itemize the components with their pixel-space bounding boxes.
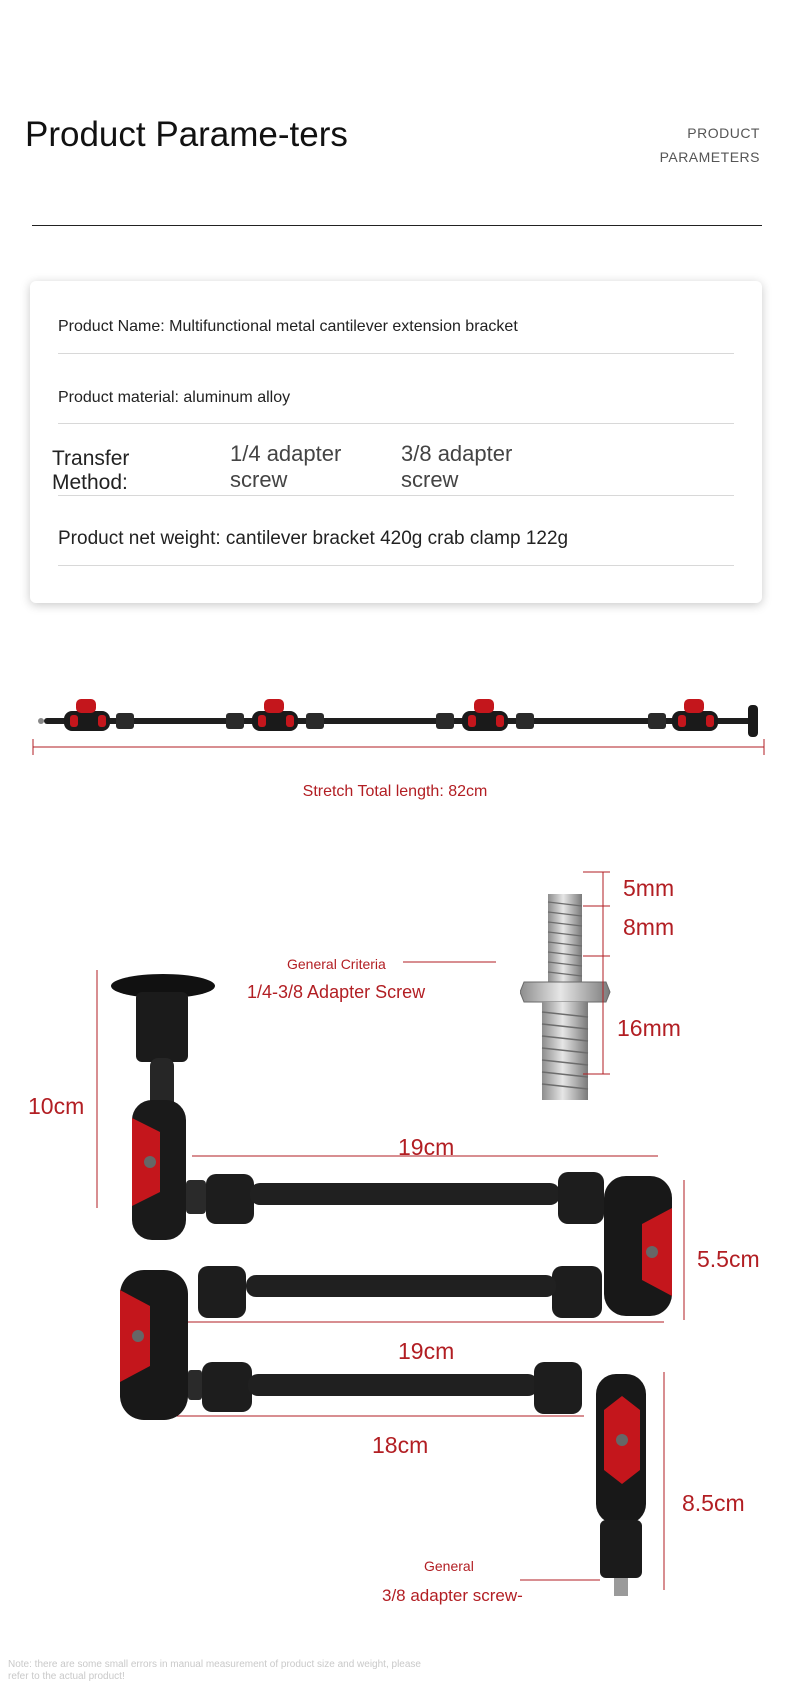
joint-3 xyxy=(436,699,534,731)
folded-arm-illustration xyxy=(0,950,790,1610)
transfer-option-three-eighths: 3/8 adapter screw xyxy=(401,441,513,492)
arm-rod xyxy=(44,718,754,724)
rod-1 xyxy=(250,1183,560,1205)
arm-height-label: 10cm xyxy=(28,1093,85,1119)
joint-1 xyxy=(64,699,134,731)
spec-row-weight xyxy=(58,495,734,566)
screw-criteria-label: General Criteria xyxy=(287,956,386,972)
screw-dim-5mm: 5mm xyxy=(623,875,675,901)
red-knob-icon xyxy=(684,699,704,713)
rod-2 xyxy=(246,1275,556,1297)
transfer-option-quarter: 1/4 adapter screw xyxy=(230,441,342,492)
screw-dim-16mm: 16mm xyxy=(617,1015,681,1041)
measurement-note: Note: there are some small errors in manual measurement of product size and weight, please refer to the actual product! xyxy=(8,1659,421,1682)
product-name: Product Name: Multifunctional metal cantilever extension bracket xyxy=(58,318,518,335)
arm-screw-label: 3/8 adapter screw- xyxy=(382,1586,523,1605)
product-material: Product material: aluminum alloy xyxy=(58,389,291,406)
mount-plate-icon xyxy=(748,705,758,737)
net-weight: Product net weight: cantilever bracket 420g crab clamp 122g xyxy=(58,528,569,549)
screw-dim-8mm: 8mm xyxy=(623,914,675,940)
spec-row-material xyxy=(58,353,734,424)
extended-arm-illustration xyxy=(0,685,790,755)
subtitle-line-1: PRODUCT xyxy=(687,125,760,141)
section-subtitle xyxy=(660,121,760,169)
subtitle-line-2: PARAMETERS xyxy=(659,149,760,165)
spec-card xyxy=(30,281,762,603)
screw-name-label: 1/4-3/8 Adapter Screw xyxy=(247,982,426,1002)
arm-segment-2-label: 19cm xyxy=(398,1338,455,1364)
end-screw-icon xyxy=(38,718,44,724)
bottom-screw-icon xyxy=(614,1578,628,1596)
title-divider xyxy=(32,225,762,226)
joint-4 xyxy=(648,699,718,731)
spec-row-transfer xyxy=(52,423,734,496)
arm-segment-3-label: 18cm xyxy=(372,1432,429,1458)
arm-gap-label: 5.5cm xyxy=(697,1246,760,1272)
joint-2 xyxy=(226,699,324,731)
red-knob-icon xyxy=(76,699,96,713)
spec-row-name xyxy=(58,281,734,354)
arm-criteria-label: General xyxy=(424,1558,474,1574)
arm-drop-label: 8.5cm xyxy=(682,1490,745,1516)
stretch-length-label: Stretch Total length: 82cm xyxy=(302,783,488,800)
page-title: Product Parame-ters xyxy=(25,115,348,154)
red-knob-icon xyxy=(264,699,284,713)
red-knob-icon xyxy=(474,699,494,713)
transfer-method-label: Transfer Method: xyxy=(52,447,130,494)
rod-3 xyxy=(248,1374,538,1396)
arm-segment-1-label: 19cm xyxy=(398,1134,455,1160)
